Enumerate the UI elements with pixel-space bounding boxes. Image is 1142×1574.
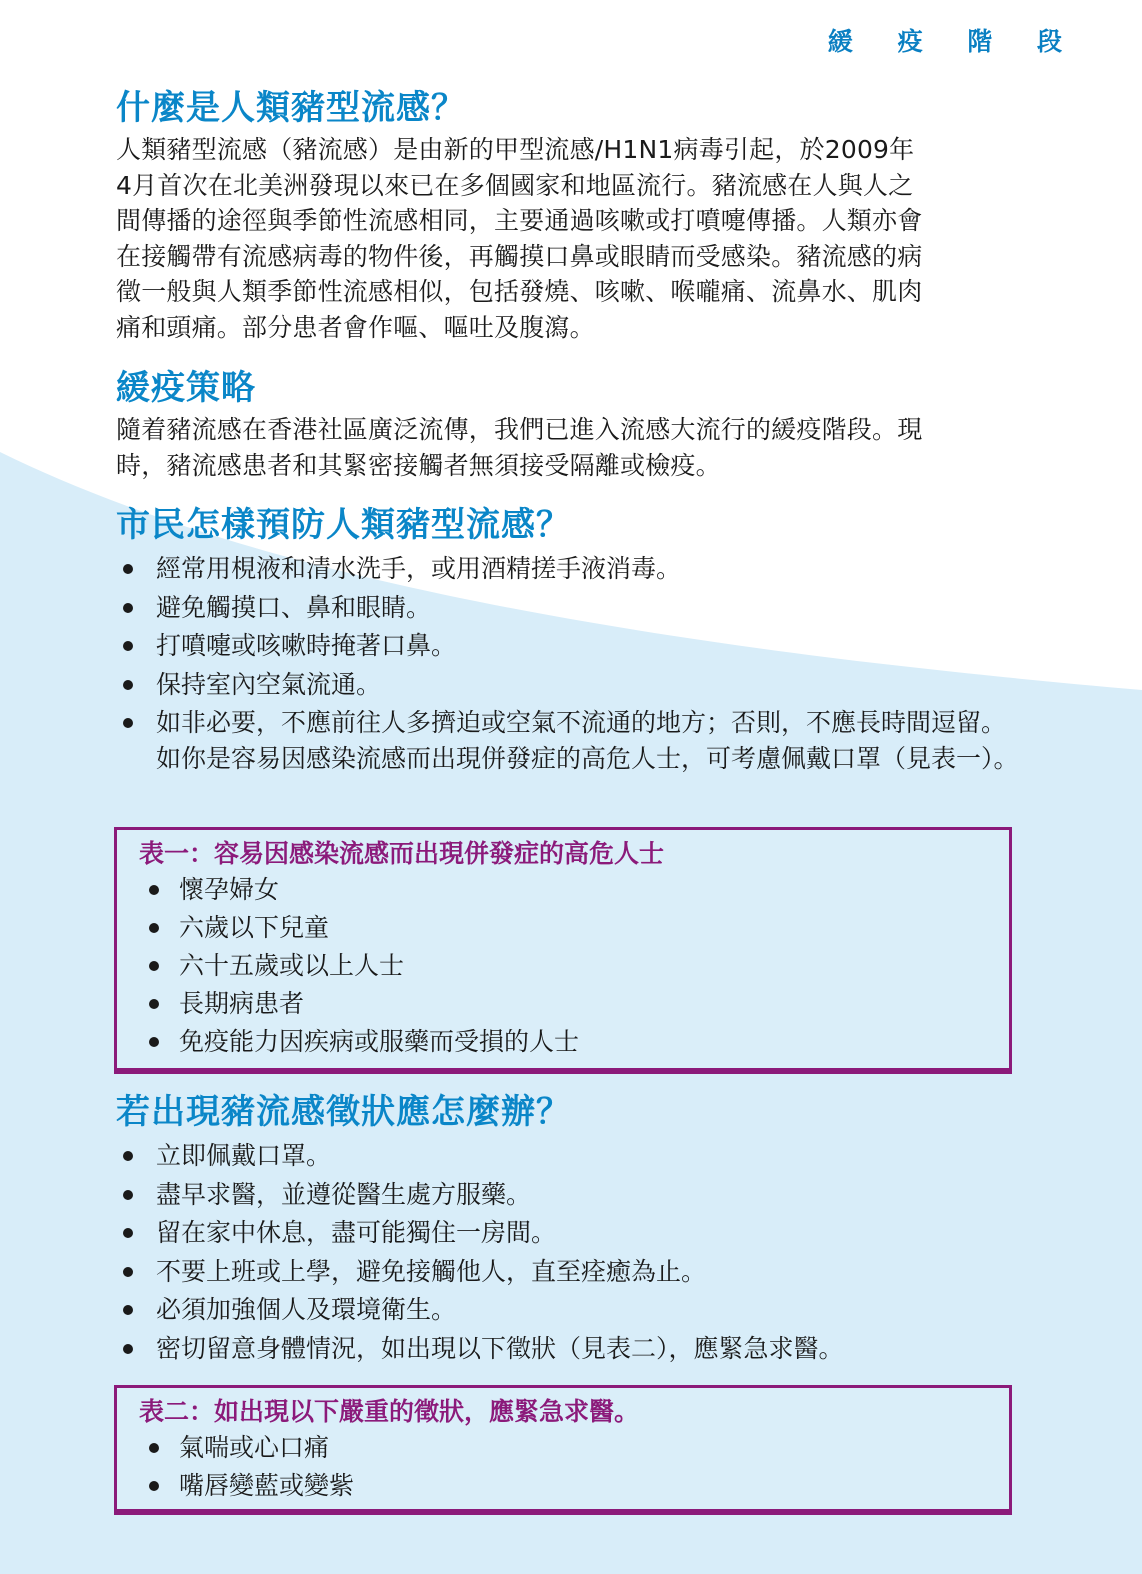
heading-what-to-do: 若出現豬流感徵狀應怎麼辦？ — [116, 1092, 571, 1132]
bullet-icon — [149, 1037, 159, 1047]
text-line: 隨着豬流感在香港社區廣泛流傳，我們已進入流感大流行的緩疫階段。現 — [116, 415, 923, 444]
text-line: 痛和頭痛。部分患者會作嘔、嘔吐及腹瀉。 — [116, 312, 595, 342]
bullet-icon — [149, 1481, 159, 1491]
section-mitigation — [116, 366, 1020, 483]
table1-list — [139, 872, 1009, 1060]
list-item-text: 嘴唇變藍或變紫 — [179, 1471, 355, 1500]
list-item — [139, 872, 1009, 908]
prevention-list — [116, 551, 1020, 776]
section-what-to-do — [116, 1090, 1020, 1369]
list-item-text: 必須加強個人及環境衛生。 — [156, 1295, 457, 1324]
list-item — [139, 948, 1009, 984]
table1-high-risk-box — [114, 827, 1012, 1074]
list-item-text: 盡早求醫，並遵從醫生處方服藥。 — [156, 1179, 532, 1209]
bullet-icon — [123, 564, 133, 574]
list-item — [116, 1177, 1020, 1213]
table2-title: 表二：如出現以下嚴重的徵狀，應緊急求醫。 — [139, 1397, 640, 1426]
table1-title: 表一：容易因感染流感而出現併發症的高危人士 — [139, 839, 665, 868]
bullet-icon — [149, 923, 159, 933]
list-item — [116, 590, 1020, 626]
bullet-icon — [149, 885, 159, 895]
list-item-text: 不要上班或上學，避免接觸他人，直至痊癒為止。 — [156, 1256, 707, 1286]
text-line: 徵一般與人類季節性流感相似，包括發燒、咳嗽、喉嚨痛、流鼻水、肌肉 — [116, 277, 923, 306]
text-line: 人類豬型流感（豬流感）是由新的甲型流感/H1N1病毒引起，於2009年 — [116, 135, 915, 164]
list-item-text: 氣喘或心口痛 — [179, 1433, 330, 1462]
list-item-text: 免疫能力因疾病或服藥而受損的人士 — [179, 1027, 580, 1056]
text-line: 間傳播的途徑與季節性流感相同，主要通過咳嗽或打噴嚏傳播。人類亦會 — [116, 206, 923, 235]
list-item-text: 六歲以下兒童 — [179, 913, 330, 942]
list-item — [116, 1292, 1020, 1328]
list-item — [116, 1331, 1020, 1367]
heading-prevention: 市民怎樣預防人類豬型流感？ — [116, 505, 571, 545]
bullet-icon — [149, 999, 159, 1009]
section-what-is — [116, 86, 1020, 345]
list-item — [116, 551, 1020, 587]
list-item — [139, 910, 1009, 946]
list-item-text: 立即佩戴口罩。 — [156, 1141, 332, 1170]
bullet-icon — [123, 680, 133, 690]
section-tag: 緩 疫 階 段 — [827, 27, 1080, 56]
bullet-icon — [123, 603, 133, 613]
text-line: 時，豬流感患者和其緊密接觸者無須接受隔離或檢疫。 — [116, 450, 721, 480]
bullet-icon — [123, 1267, 133, 1277]
bullet-icon — [149, 961, 159, 971]
text-line: 4月首次在北美洲發現以來已在多個國家和地區流行。豬流感在人與人之 — [116, 170, 914, 200]
bullet-icon — [123, 1190, 133, 1200]
list-item — [116, 628, 1020, 664]
bullet-icon — [123, 1151, 133, 1161]
list-item-text: 長期病患者 — [179, 989, 305, 1018]
bullet-icon — [123, 641, 133, 651]
list-item — [139, 1430, 1009, 1466]
what-to-do-list — [116, 1138, 1020, 1366]
list-item — [116, 1254, 1020, 1290]
list-item — [116, 667, 1020, 703]
bullet-icon — [123, 1228, 133, 1238]
list-item-text: 密切留意身體情況，如出現以下徵狀（見表二），應緊急求醫。 — [156, 1333, 844, 1363]
list-item-text: 六十五歲或以上人士 — [179, 951, 405, 980]
bullet-icon — [123, 1305, 133, 1315]
list-item — [116, 705, 1020, 776]
heading-what-is: 什麼是人類豬型流感？ — [116, 88, 466, 128]
list-item-text: 保持室內空氣流通。 — [156, 669, 382, 699]
list-item-text: 懷孕婦女 — [179, 875, 280, 904]
heading-mitigation: 緩疫策略 — [116, 368, 256, 408]
list-item-text: 避免觸摸口、鼻和眼睛。 — [156, 592, 432, 622]
bullet-icon — [123, 1344, 133, 1354]
list-item-text: 經常用梘液和清水洗手，或用酒精搓手液消毒。 — [156, 554, 682, 583]
list-item — [116, 1215, 1020, 1251]
section-prevention — [116, 503, 1020, 779]
list-item — [139, 986, 1009, 1022]
paragraph-what-is — [116, 132, 1020, 345]
bullet-icon — [123, 718, 133, 728]
text-line: 在接觸帶有流感病毒的物件後，再觸摸口鼻或眼睛而受感染。豬流感的病 — [116, 241, 923, 271]
paragraph-mitigation — [116, 412, 1020, 483]
list-item-text: 如非必要，不應前往人多擠迫或空氣不流通的地方；否則，不應長時間逗留。如你是容易因感染流感而出現併發症的高危人士，可考慮佩戴口罩（見表一）。 — [156, 708, 1019, 773]
list-item — [116, 1138, 1020, 1174]
table2-severe-symptoms-box — [114, 1385, 1012, 1515]
bullet-icon — [149, 1443, 159, 1453]
list-item — [139, 1024, 1009, 1060]
list-item-text: 打噴嚏或咳嗽時掩著口鼻。 — [156, 631, 457, 660]
table2-list — [139, 1430, 1009, 1504]
list-item — [139, 1468, 1009, 1504]
list-item-text: 留在家中休息，盡可能獨住一房間。 — [156, 1218, 557, 1247]
